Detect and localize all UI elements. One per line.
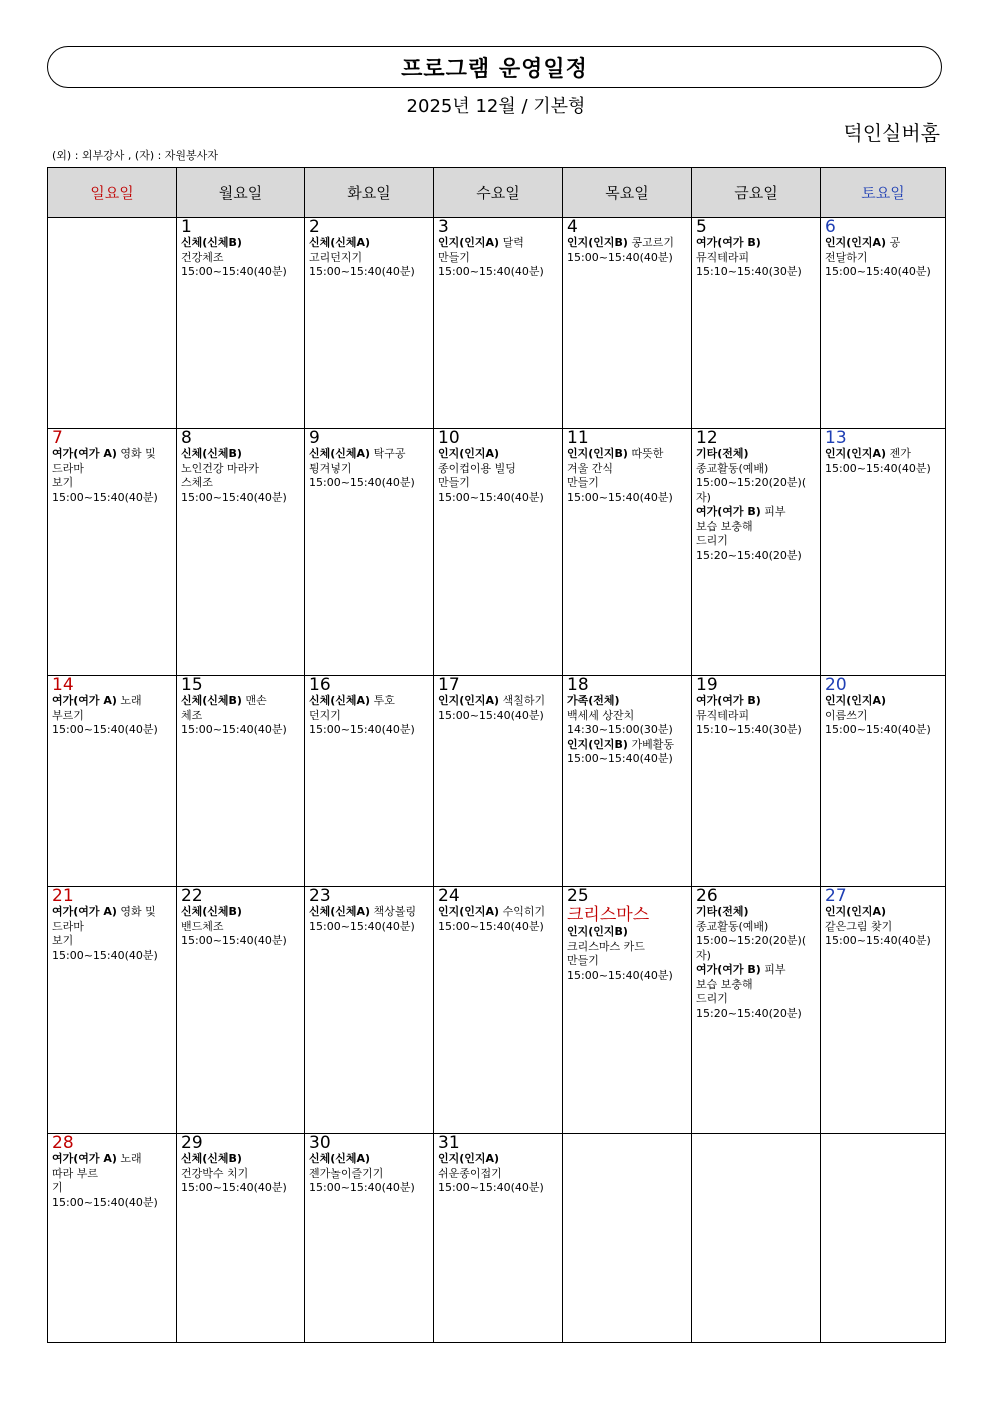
calendar-body: [48, 218, 946, 1343]
program-category: 신체(신체B): [181, 447, 242, 460]
program-detail-line: 건강박수 치기: [181, 1166, 249, 1180]
program-category: 신체(신체B): [181, 1152, 242, 1165]
program-name: 탁구공: [370, 447, 406, 460]
program-entry: [181, 905, 301, 949]
program-entry: [438, 1152, 559, 1196]
program-entry: [309, 1152, 430, 1196]
weekday-header-saturday: 토요일: [821, 168, 946, 218]
program-detail-line: 15:00~15:40(40분): [567, 752, 673, 765]
program-detail-line: 뮤직테라피: [696, 708, 750, 722]
program-entry: [181, 447, 301, 505]
program-entry: [181, 694, 301, 738]
program-category: 여가(여가 B): [696, 505, 761, 518]
program-entry: [825, 694, 942, 738]
program-detail-line: 자): [696, 948, 711, 962]
program-detail-line: 보기: [52, 934, 74, 947]
day-cell: [692, 429, 821, 676]
day-cell: [48, 887, 177, 1134]
program-category: 기타(전체): [696, 905, 749, 918]
week-row: [48, 218, 946, 429]
program-category: 인지(인지A): [825, 694, 887, 707]
program-detail-line: 15:00~15:40(40분): [825, 723, 931, 736]
day-cell: [692, 218, 821, 429]
program-detail-line: 14:30~15:00(30분): [567, 723, 673, 736]
program-entry: [438, 905, 559, 934]
program-category: 신체(신체B): [181, 905, 242, 918]
program-detail-line: 15:00~15:40(40분): [567, 250, 673, 264]
day-cell: [563, 218, 692, 429]
calendar-table: [47, 167, 946, 1343]
day-number: 17: [438, 675, 460, 695]
program-name: 피부: [760, 963, 786, 976]
day-number: 7: [52, 428, 63, 448]
program-category: 신체(신체B): [181, 236, 242, 249]
empty-day-cell: [48, 218, 177, 429]
program-detail-line: 노인건강 마라카: [181, 461, 259, 475]
day-number: 27: [825, 886, 847, 906]
program-detail-line: 15:00~15:40(40분): [181, 934, 287, 947]
program-category: 신체(신체A): [309, 905, 371, 918]
program-detail-line: 15:00~15:20(20분)(: [696, 934, 807, 947]
day-cell: [692, 676, 821, 887]
program-detail-line: 15:00~15:40(40분): [825, 461, 931, 475]
program-category: 여가(여가 A): [52, 447, 117, 460]
program-detail-line: 겨울 간식: [567, 461, 614, 475]
program-detail-line: 같은그림 찾기: [825, 919, 893, 933]
day-cell: [434, 676, 563, 887]
program-entry: [825, 905, 942, 949]
day-cell: [821, 218, 946, 429]
program-detail-line: 15:00~15:40(40분): [825, 934, 931, 947]
program-entry: [696, 447, 817, 505]
week-row: [48, 1134, 946, 1343]
day-cell: [563, 429, 692, 676]
program-detail-line: 밴드체조: [181, 919, 224, 933]
day-cell: [305, 887, 434, 1134]
program-detail-line: 15:00~15:40(40분): [181, 723, 287, 736]
program-detail-line: 백세세 상잔치: [567, 708, 635, 722]
day-number: 24: [438, 886, 460, 906]
day-number: 6: [825, 217, 836, 237]
program-detail-line: 15:00~15:40(40분): [309, 723, 415, 736]
weekday-header-wednesday: 수요일: [434, 168, 563, 218]
program-detail-line: 튕겨넣기: [309, 461, 352, 475]
day-number: 3: [438, 217, 449, 237]
program-detail-line: 15:00~15:20(20분)(: [696, 476, 807, 489]
program-category: 여가(여가 B): [696, 694, 761, 707]
program-detail-line: 고리던지기: [309, 250, 363, 264]
program-detail-line: 15:00~15:40(40분): [567, 490, 673, 504]
program-entry: [52, 1152, 173, 1210]
day-cell: [434, 218, 563, 429]
program-category: 여가(여가 A): [52, 694, 117, 707]
program-detail-line: 15:00~15:40(40분): [438, 708, 544, 722]
day-cell: [48, 429, 177, 676]
program-detail-line: 15:10~15:40(30분): [696, 265, 802, 278]
program-category: 가족(전체): [567, 694, 620, 707]
weekday-header-row: [48, 168, 946, 218]
empty-day-cell: [821, 1134, 946, 1343]
week-row: [48, 429, 946, 676]
program-detail-line: 종교활동(예배): [696, 461, 769, 475]
program-name: 노래: [116, 694, 142, 707]
program-entry: [825, 447, 942, 476]
day-number: 12: [696, 428, 718, 448]
program-name: 달력: [499, 236, 524, 249]
program-entry: [696, 694, 817, 738]
program-detail-line: 크리스마스 카드: [567, 939, 645, 953]
program-name: 영화 및: [116, 905, 156, 918]
program-category: 신체(신체A): [309, 447, 371, 460]
program-entry: [696, 236, 817, 280]
program-entry: [696, 905, 817, 963]
program-detail-line: 만들기: [567, 954, 599, 967]
program-name: 책상볼링: [370, 905, 417, 918]
program-detail-line: 15:00~15:40(40분): [438, 490, 544, 504]
day-cell: [48, 1134, 177, 1343]
day-cell: [177, 676, 305, 887]
program-detail-line: 만들기: [438, 476, 470, 489]
day-number: 21: [52, 886, 74, 906]
day-number: 25: [567, 886, 589, 906]
program-detail-line: 기: [52, 1181, 63, 1194]
program-detail-line: 부르기: [52, 708, 84, 722]
program-category: 인지(인지A): [438, 447, 500, 460]
program-name: 투호: [370, 694, 395, 707]
program-detail-line: 젠가놀이즐기기: [309, 1166, 384, 1180]
program-category: 인지(인지B): [567, 236, 628, 249]
program-category: 여가(여가 A): [52, 1152, 117, 1165]
day-number: 28: [52, 1133, 74, 1153]
program-category: 인지(인지A): [825, 236, 887, 249]
day-number: 4: [567, 217, 578, 237]
program-category: 신체(신체A): [309, 694, 371, 707]
program-category: 신체(신체B): [181, 694, 242, 707]
program-category: 인지(인지B): [567, 737, 628, 751]
program-detail-line: 15:00~15:40(40분): [309, 476, 415, 489]
program-detail-line: 보기: [52, 476, 74, 489]
program-category: 여가(여가 B): [696, 963, 761, 976]
day-cell: [563, 887, 692, 1134]
program-detail-line: 건강체조: [181, 250, 224, 264]
program-name: 색칠하기: [499, 694, 546, 707]
day-cell: [48, 676, 177, 887]
program-category: 인지(인지A): [438, 694, 500, 707]
weekday-header-friday: 금요일: [692, 168, 821, 218]
day-number: 26: [696, 886, 718, 906]
day-cell: [177, 887, 305, 1134]
program-detail-line: 쉬운종이접기: [438, 1166, 502, 1180]
program-entry: [567, 236, 688, 265]
program-name: 공: [886, 236, 901, 249]
program-category: 인지(인지A): [438, 905, 500, 918]
program-entry: [52, 694, 173, 738]
program-detail-line: 15:00~15:40(40분): [181, 490, 287, 504]
program-detail-line: 스체조: [181, 476, 213, 489]
day-cell: [177, 218, 305, 429]
program-entry: [567, 447, 688, 505]
program-entry: [181, 1152, 301, 1196]
program-detail-line: 뮤직테라피: [696, 250, 750, 264]
page-subtitle: 2025년 12월 / 기본형: [406, 96, 586, 117]
day-cell: [821, 429, 946, 676]
day-number: 15: [181, 675, 203, 695]
weekday-header-monday: 월요일: [177, 168, 305, 218]
day-number: 11: [567, 428, 589, 448]
program-entry: [825, 236, 942, 280]
program-detail-line: 드리기: [696, 992, 728, 1005]
program-entry: [309, 694, 430, 738]
title-box: [47, 46, 942, 88]
program-detail-line: 15:10~15:40(30분): [696, 723, 802, 736]
day-number: 29: [181, 1133, 203, 1153]
program-name: 콩고르기: [627, 236, 674, 249]
day-number: 5: [696, 217, 707, 237]
program-detail-line: 자): [696, 490, 711, 504]
program-entry: [181, 236, 301, 280]
day-cell: [434, 1134, 563, 1343]
program-category: 여가(여가 A): [52, 905, 117, 918]
day-cell: [305, 676, 434, 887]
day-number: 14: [52, 675, 74, 695]
program-detail-line: 만들기: [567, 476, 599, 489]
program-detail-line: 던지기: [309, 708, 341, 722]
day-number: 1: [181, 217, 192, 237]
day-cell: [434, 429, 563, 676]
day-number: 13: [825, 428, 847, 448]
program-detail-line: 15:20~15:40(20분): [696, 1006, 802, 1020]
program-category: 인지(인지A): [438, 236, 500, 249]
program-detail-line: 따라 부르: [52, 1166, 99, 1180]
program-entry: [309, 905, 430, 934]
weekday-header-tuesday: 화요일: [305, 168, 434, 218]
day-number: 23: [309, 886, 331, 906]
day-cell: [821, 676, 946, 887]
program-detail-line: 15:00~15:40(40분): [309, 919, 415, 933]
page-title: 프로그램 운영일정: [401, 56, 588, 82]
program-detail-line: 15:00~15:40(40분): [309, 1181, 415, 1194]
program-category: 인지(인지A): [825, 905, 887, 918]
program-name: 수익히기: [499, 905, 546, 918]
day-number: 9: [309, 428, 320, 448]
program-entry: [567, 694, 688, 738]
day-number: 30: [309, 1133, 331, 1153]
program-name: 따뜻한: [627, 447, 664, 460]
day-cell: [563, 676, 692, 887]
program-name: 피부: [760, 505, 786, 518]
day-number: 19: [696, 675, 718, 695]
day-number: 2: [309, 217, 320, 237]
program-name: 노래: [116, 1152, 142, 1165]
program-category: 인지(인지A): [438, 1152, 500, 1165]
empty-day-cell: [563, 1134, 692, 1343]
day-cell: [177, 1134, 305, 1343]
program-entry: [438, 447, 559, 505]
program-category: 여가(여가 B): [696, 236, 761, 249]
program-detail-line: 체조: [181, 708, 203, 722]
program-detail-line: 15:00~15:40(40분): [567, 968, 673, 982]
program-detail-line: 15:00~15:40(40분): [181, 1181, 287, 1194]
program-detail-line: 드리기: [696, 534, 728, 547]
legend-note: (외) : 외부강사 , (자) : 자원봉사자: [52, 149, 218, 162]
organization-name: 덕인실버홈: [843, 121, 940, 145]
day-number: 8: [181, 428, 192, 448]
program-entry: [309, 236, 430, 280]
program-entry: [696, 963, 817, 1021]
program-detail-line: 15:00~15:40(40분): [52, 948, 158, 962]
program-category: 기타(전체): [696, 447, 749, 460]
program-entry: [567, 738, 688, 767]
day-cell: [692, 887, 821, 1134]
program-detail-line: 15:20~15:40(20분): [696, 548, 802, 562]
program-category: 인지(인지B): [567, 447, 628, 460]
program-category: 신체(신체A): [309, 1152, 371, 1165]
week-row: [48, 676, 946, 887]
program-detail-line: 보습 보충해: [696, 977, 753, 991]
program-detail-line: 15:00~15:40(40분): [438, 1181, 544, 1194]
program-name: 영화 및: [116, 447, 156, 460]
program-detail-line: 15:00~15:40(40분): [438, 919, 544, 933]
program-detail-line: 이름쓰기: [825, 708, 868, 722]
day-cell: [177, 429, 305, 676]
program-category: 신체(신체A): [309, 236, 371, 249]
program-entry: [438, 236, 559, 280]
program-detail-line: 전달하기: [825, 250, 868, 264]
day-number: 18: [567, 675, 589, 695]
day-cell: [305, 429, 434, 676]
program-entry: [567, 925, 688, 983]
program-detail-line: 보습 보충해: [696, 519, 753, 533]
program-detail-line: 15:00~15:40(40분): [52, 1195, 158, 1209]
program-detail-line: 15:00~15:40(40분): [52, 723, 158, 736]
day-number: 31: [438, 1133, 460, 1153]
program-detail-line: 15:00~15:40(40분): [181, 265, 287, 278]
program-detail-line: 만들기: [438, 250, 470, 264]
program-detail-line: 15:00~15:40(40분): [52, 490, 158, 504]
program-name: 가베활동: [627, 737, 674, 751]
weekday-header-thursday: 목요일: [563, 168, 692, 218]
day-cell: [305, 1134, 434, 1343]
program-detail-line: 15:00~15:40(40분): [438, 265, 544, 278]
day-cell: [305, 218, 434, 429]
program-category: 인지(인지B): [567, 925, 628, 938]
empty-day-cell: [692, 1134, 821, 1343]
holiday-label: 크리스마스: [567, 905, 650, 925]
program-category: 인지(인지A): [825, 447, 887, 460]
day-number: 16: [309, 675, 331, 695]
day-number: 20: [825, 675, 847, 695]
program-detail-line: 종이컵이용 빌딩: [438, 461, 516, 475]
program-detail-line: 드라마: [52, 461, 84, 475]
day-number: 22: [181, 886, 203, 906]
program-detail-line: 15:00~15:40(40분): [825, 265, 931, 278]
program-name: 젠가: [886, 447, 911, 460]
program-name: 맨손: [241, 694, 267, 707]
program-entry: [52, 905, 173, 963]
program-entry: [52, 447, 173, 505]
day-cell: [434, 887, 563, 1134]
program-detail-line: 15:00~15:40(40분): [309, 265, 415, 278]
day-cell: [821, 887, 946, 1134]
program-detail-line: 드라마: [52, 919, 84, 933]
day-number: 10: [438, 428, 460, 448]
program-entry: [696, 505, 817, 563]
program-entry: [438, 694, 559, 723]
week-row: [48, 887, 946, 1134]
program-entry: [309, 447, 430, 491]
weekday-header-sunday: 일요일: [48, 168, 177, 218]
program-detail-line: 종교활동(예배): [696, 919, 769, 933]
